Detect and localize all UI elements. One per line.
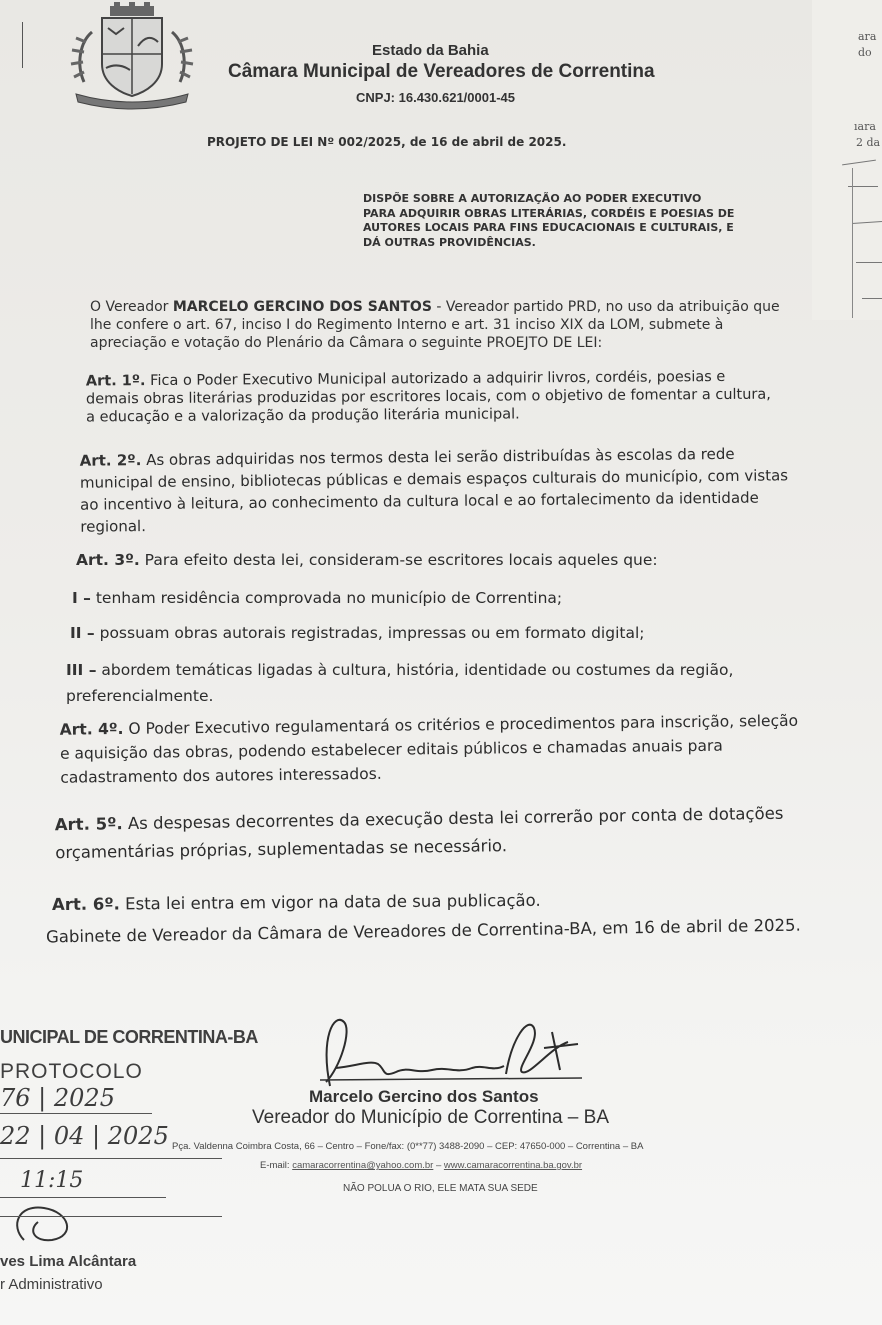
website-link[interactable]: www.camaracorrentina.ba.gov.br	[443, 1160, 583, 1171]
protocol-date: 22 | 04 | 2025	[0, 1122, 169, 1150]
protocol-stamp-org: UNICIPAL DE CORRENTINA-BA	[0, 1027, 258, 1047]
protocol-initials-mark	[4, 1200, 84, 1246]
article-6	[52, 889, 752, 914]
article-text: e aquisição das obras, podendo estabelecer editais públicos e chamadas anuais para	[59, 736, 723, 763]
protocol-number: 76 | 2025	[0, 1084, 115, 1112]
bill-summary-line: DISPÕE SOBRE A AUTORIZAÇÃO AO PODER EXECUTIVO	[363, 192, 702, 205]
bill-number: PROJETO DE LEI Nº 002/2025, de 16 de abril de 2025.	[207, 135, 567, 149]
header-chamber-name: Câmara Municipal de Vereadores de Correntina	[228, 61, 655, 82]
protocol-time: 11:15	[20, 1168, 84, 1193]
article-text: As obras adquiridas nos termos desta lei serão distribuídas às escolas da rede	[141, 444, 735, 470]
article-text: demais obras literárias produzidas por escritores locais, com o objetivo de fomentar a cultura,	[85, 386, 771, 408]
item-label: III –	[66, 661, 97, 679]
bill-intro	[90, 298, 780, 352]
article-text: As despesas decorrentes da execução desta lei correrão por conta de dotações	[122, 803, 784, 834]
item-text: possuam obras autorais registradas, impressas ou em formato digital;	[94, 624, 645, 642]
article-label: Art. 1º.	[85, 373, 146, 390]
chamber-contact	[260, 1160, 582, 1171]
bill-summary	[363, 192, 763, 250]
protocol-staff-role: r Administrativo	[0, 1276, 103, 1293]
bill-summary-line: DÁ OUTRAS PROVIDÊNCIAS.	[363, 235, 536, 249]
signatory-name: Marcelo Gercino dos Santos	[309, 1087, 539, 1106]
article-4	[60, 708, 836, 789]
closing-line: Gabinete de Vereador da Câmara de Vereadores de Correntina-BA, em 16 de abril de 2025.	[45, 915, 801, 947]
article-label: Art. 2º.	[79, 451, 142, 470]
article-text: orçamentárias próprias, suplementadas se necessário.	[55, 836, 508, 863]
underlying-page-text: ara	[858, 30, 877, 43]
handwritten-signature	[316, 1008, 584, 1096]
stamp-line	[0, 1216, 222, 1217]
article-label: Art. 5º.	[54, 814, 123, 835]
stamp-line	[0, 1197, 166, 1198]
bill-summary-line: PARA ADQUIRIR OBRAS LITERÁRIAS, CORDÉIS E POESIAS DE	[363, 206, 735, 220]
article-text: O Poder Executivo regulamentará os critérios e procedimentos para inscrição, seleção	[123, 711, 799, 738]
article-label: Art. 4º.	[59, 719, 124, 739]
underlying-page-edge	[812, 0, 882, 320]
article-label: Art. 3º.	[76, 551, 140, 569]
bill-summary-line: AUTORES LOCAIS PARA FINS EDUCACIONAIS E CULTURAIS, E	[363, 221, 734, 234]
protocol-stamp-title: PROTOCOLO	[0, 1060, 143, 1083]
article-5	[55, 799, 846, 867]
intro-text: - Vereador partido PRD, no uso da atribuição que lhe confere o art. 67, inciso I do Regimento Interno e art. 31 inciso XIX da LOM, submete à apreciação e votação do Plenário da Câmara o seguinte PROEJTO DE LEI:	[90, 299, 780, 351]
item-label: II –	[70, 624, 95, 642]
chamber-address: Pça. Valdenna Coimbra Costa, 66 – Centro – Fone/fax: (0**77) 3488-2090 – CEP: 47650-000 – Correntina – BA	[172, 1141, 644, 1152]
item-iii	[66, 657, 826, 709]
underlying-page-text: 2 da	[856, 136, 881, 149]
email-link[interactable]: camaracorrentina@yahoo.com.br	[292, 1160, 434, 1171]
header-cnpj: CNPJ: 16.430.621/0001-45	[356, 90, 516, 105]
article-1	[86, 368, 786, 427]
article-text: regional.	[80, 517, 147, 536]
article-2	[80, 442, 791, 537]
article-text: Fica o Poder Executivo Municipal autorizado a adquirir livros, cordéis, poesias e	[145, 368, 726, 390]
councilor-name: MARCELO GERCINO DOS SANTOS	[172, 299, 432, 315]
article-3	[76, 551, 776, 569]
underlying-page-text: ıara	[854, 120, 876, 133]
item-ii	[70, 624, 770, 642]
article-text: ao incentivo à leitura, ao conhecimento da cultura local e ao fortalecimento da identidade	[80, 488, 759, 514]
item-text: preferencialmente.	[66, 687, 214, 705]
article-text: cadastramento dos autores interessados.	[60, 764, 382, 787]
article-text: Para efeito desta lei, consideram-se escritores locais aqueles que:	[139, 551, 658, 569]
item-label: I –	[72, 589, 91, 607]
contact-separator: –	[433, 1160, 444, 1171]
header-state: Estado da Bahia	[372, 42, 489, 59]
article-text: Esta lei entra em vigor na data de sua publicação.	[119, 890, 541, 914]
article-text: a educação e a valorização da produção literária municipal.	[86, 406, 520, 426]
signatory-role: Vereador do Município de Correntina – BA	[252, 1107, 609, 1128]
item-text: abordem temáticas ligadas à cultura, história, identidade ou costumes da região,	[96, 661, 734, 679]
item-i	[72, 589, 772, 607]
stamp-line	[0, 1113, 152, 1114]
municipal-coat-of-arms-icon	[62, 2, 202, 110]
email-label: E-mail:	[260, 1160, 293, 1171]
underlying-page-text: do	[858, 46, 872, 59]
stamp-line	[0, 1158, 222, 1159]
chamber-slogan: NÃO POLUA O RIO, ELE MATA SUA SEDE	[343, 1183, 538, 1194]
intro-prefix: O Vereador	[90, 299, 173, 315]
protocol-staff-name: ves Lima Alcântara	[0, 1253, 137, 1270]
item-text: tenham residência comprovada no município de Correntina;	[90, 589, 563, 607]
article-text: municipal de ensino, bibliotecas públicas e demais espaços culturais do município, com vistas	[79, 466, 789, 492]
article-label: Art. 6º.	[51, 894, 120, 915]
